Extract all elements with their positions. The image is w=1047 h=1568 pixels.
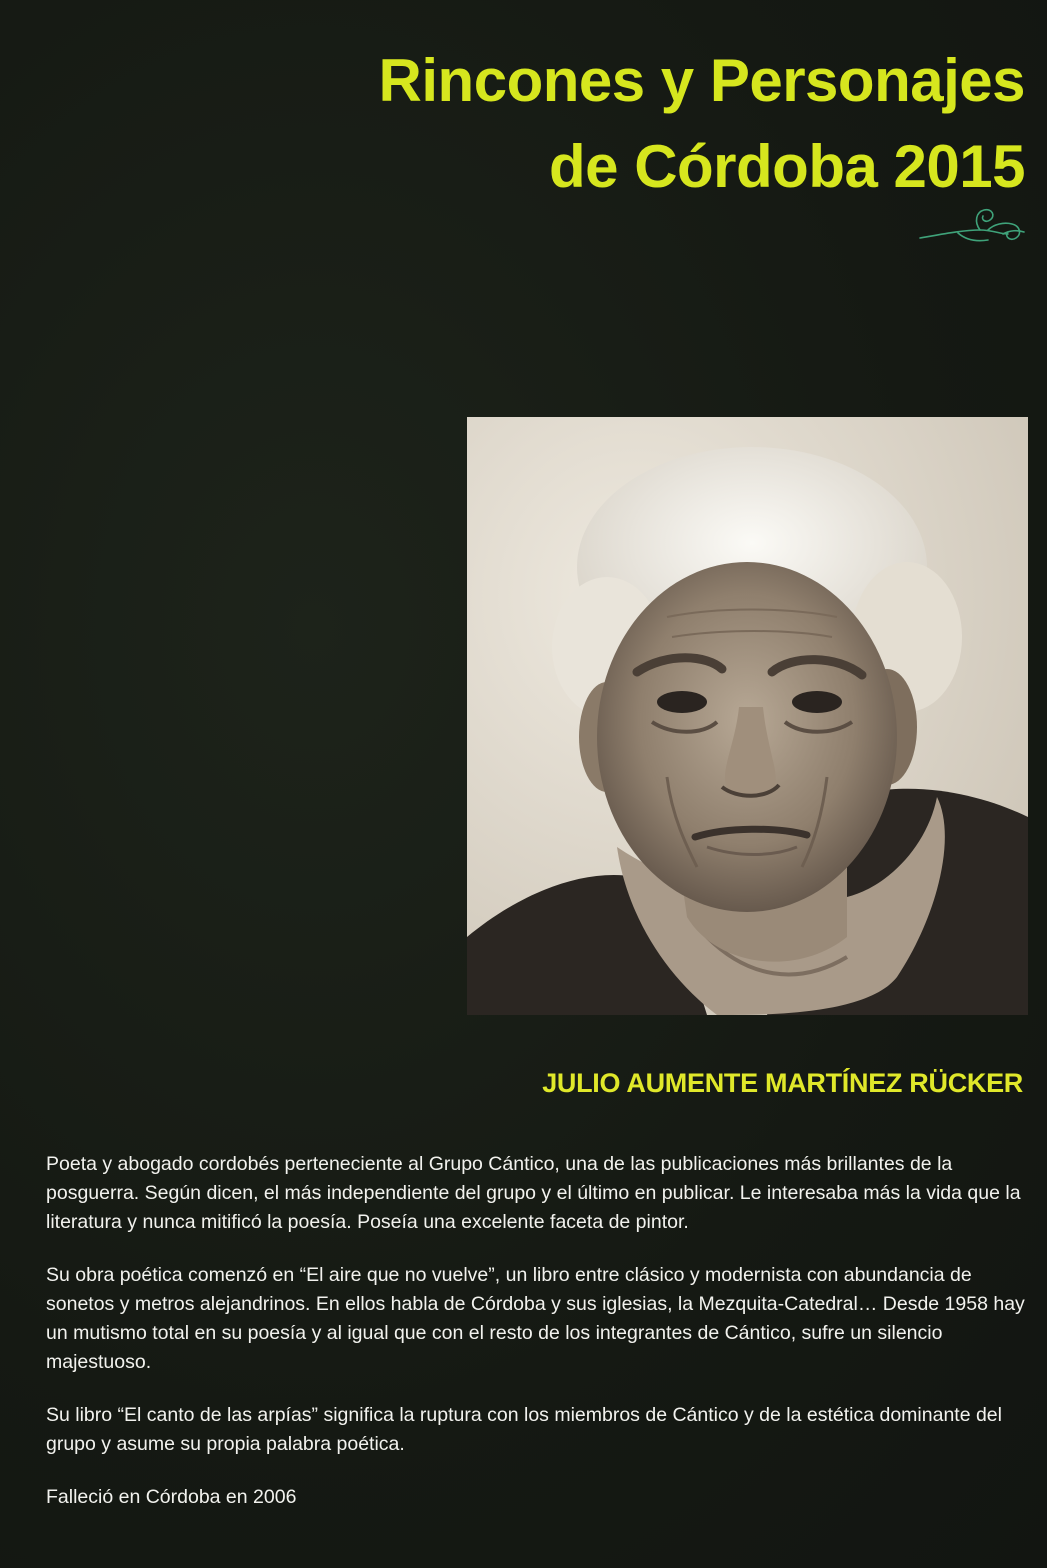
page-title <box>125 38 1025 210</box>
person-name: JULIO AUMENTE MARTÍNEZ RÜCKER <box>542 1068 1023 1098</box>
portrait-photo <box>467 417 1028 1015</box>
portrait-illustration <box>467 417 1028 1015</box>
page-title-line-2: de Córdoba 2015 <box>549 133 1025 200</box>
bio-paragraph-2: Su obra poética comenzó en “El aire que no vuelve”, un libro entre clásico y modernista con abundancia de sonetos y metros alejandrinos. En ellos habla de Córdoba y sus iglesias, la Mezquita-Catedral… Desde 1958 hay un mutismo total en su poesía y al igual que con el resto de los integrantes de Cántico, sufre un silencio majestuoso. <box>46 1264 1025 1373</box>
biography <box>46 1150 1031 1536</box>
flourish-ornament-icon <box>918 200 1028 250</box>
bio-paragraph-3: Su libro “El canto de las arpías” significa la ruptura con los miembros de Cántico y de la estética dominante del grupo y asume su propia palabra poética. <box>46 1404 1002 1455</box>
bio-paragraph-1: Poeta y abogado cordobés perteneciente al Grupo Cántico, una de las publicaciones más brillantes de la posguerra. Según dicen, el más independiente del grupo y el último en publicar. Le interesaba más la vida que la literatura y nunca mitificó la poesía. Poseía una excelente faceta de pintor. <box>46 1153 1021 1233</box>
page-title-line-1: Rincones y Personajes <box>378 47 1025 114</box>
bio-paragraph-4: Falleció en Córdoba en 2006 <box>46 1486 297 1508</box>
